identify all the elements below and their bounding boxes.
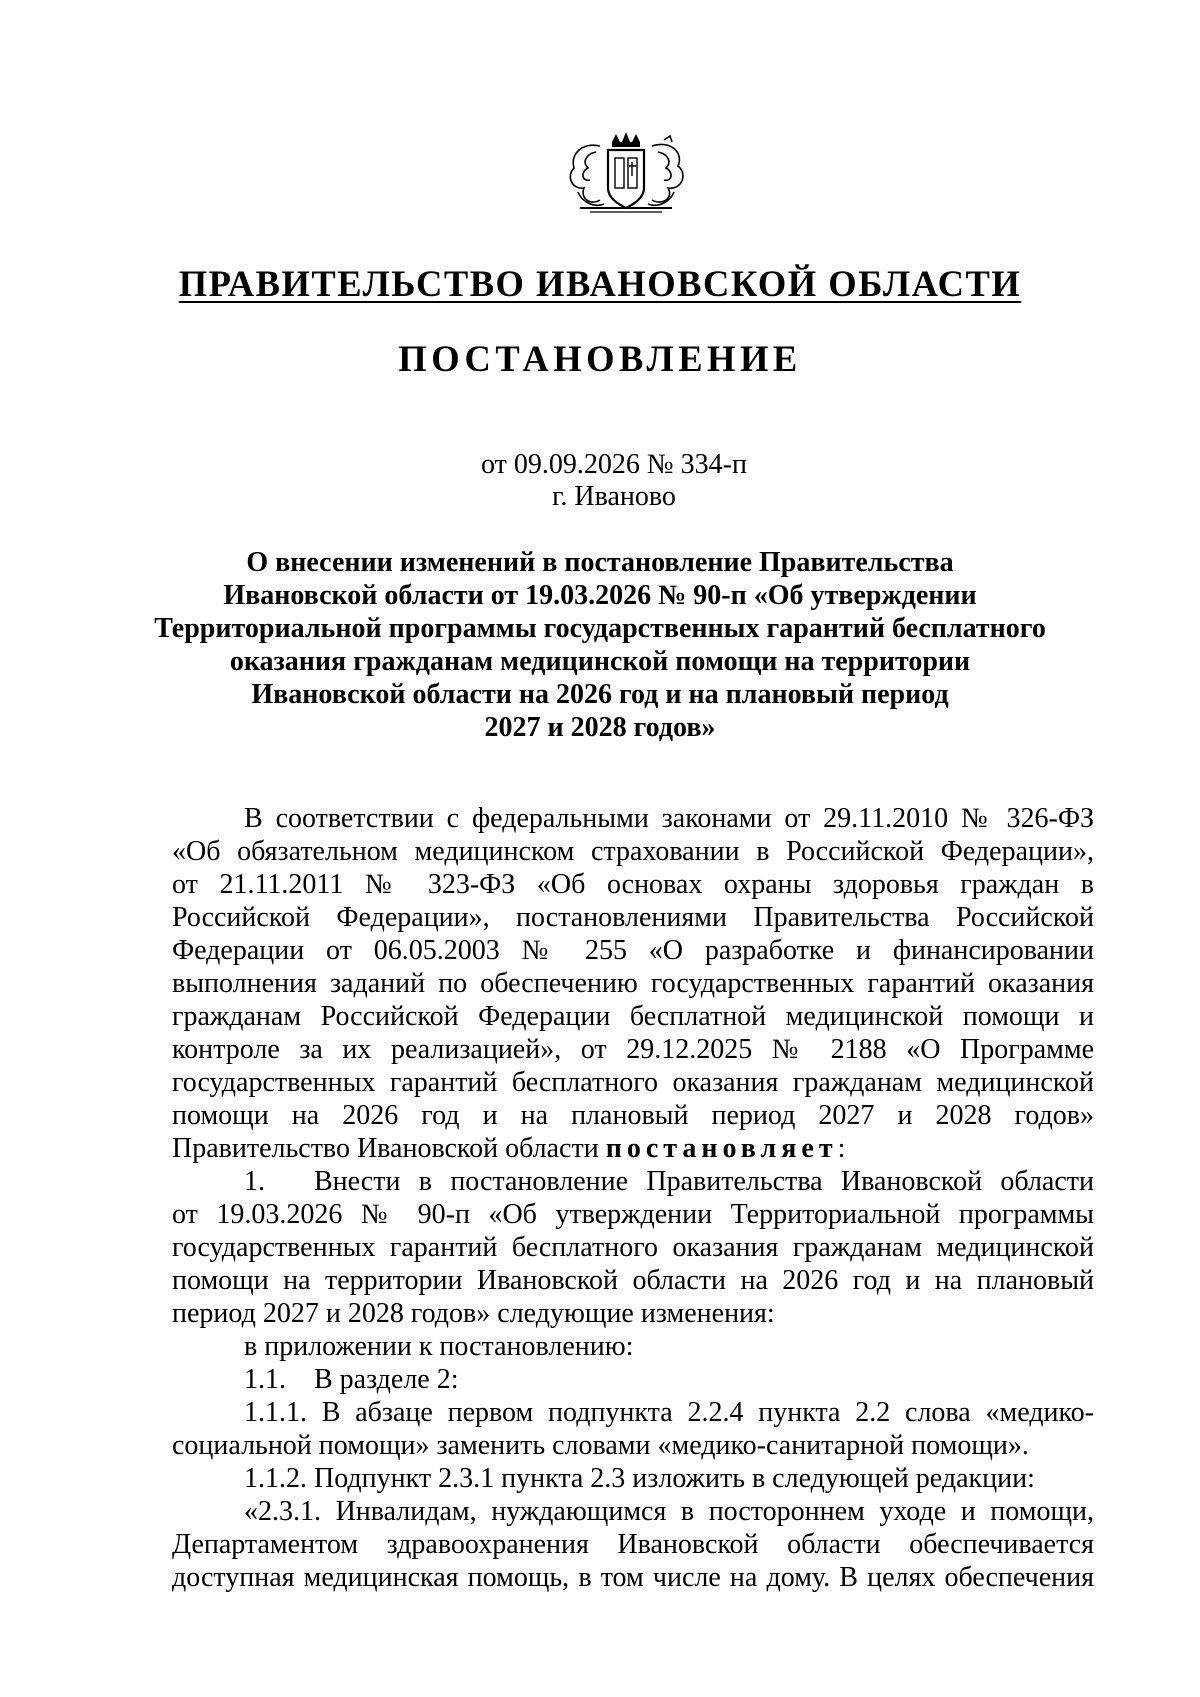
body-line: 1.1.1. В абзаце первом подпункта 2.2.4 пункта 2.2 слова «медико- xyxy=(244,1397,1094,1428)
heading-line: Ивановской области от 19.03.2026 № 90-п «Об утверждении xyxy=(223,580,977,611)
body-line xyxy=(172,1132,1094,1165)
closing-prefix: Правительство Ивановской области xyxy=(172,1133,606,1164)
body-line: помощи на территории Ивановской области на 2026 год и на плановый xyxy=(172,1265,1094,1296)
body-line: в приложении к постановлению: xyxy=(244,1331,634,1362)
city: г. Иваново xyxy=(552,481,676,512)
body-line: Департаментом здравоохранения Ивановской области обеспечивается xyxy=(172,1529,1094,1560)
coat-of-arms-emblem xyxy=(560,132,692,214)
body-line: от 21.11.2011 № 323-ФЗ «Об основах охраны здоровья граждан в xyxy=(172,869,1094,900)
item-text: В разделе 2: xyxy=(314,1364,459,1395)
body-line: «Об обязательном медицинском страховании в Российской Федерации», xyxy=(172,836,1094,867)
body-line: от 19.03.2026 № 90-п «Об утверждении Территориальной программы xyxy=(172,1199,1094,1230)
closing-suffix: : xyxy=(837,1133,846,1164)
heading-line: оказания гражданам медицинской помощи на территории xyxy=(229,646,971,677)
document-type: ПОСТАНОВЛЕНИЕ xyxy=(398,338,802,379)
document-body xyxy=(172,802,1094,1594)
item-text: Внести в постановление Правительства Ивановской области xyxy=(314,1166,1094,1197)
body-line xyxy=(172,1165,1094,1198)
body-line: 1.1.2. Подпункт 2.3.1 пункта 2.3 изложить в следующей редакции: xyxy=(244,1463,1035,1494)
body-line: выполнения заданий по обеспечению государственных гарантий оказания xyxy=(172,968,1094,999)
body-line: период 2027 и 2028 годов» следующие изменения: xyxy=(172,1298,775,1329)
body-line: государственных гарантий бесплатного оказания гражданам медицинской xyxy=(172,1067,1094,1098)
body-line: социальной помощи» заменить словами «медико-санитарной помощи». xyxy=(172,1430,1029,1461)
heading-line: Ивановской области на 2026 год и на плановый период xyxy=(251,679,949,710)
organization-title: ПРАВИТЕЛЬСТВО ИВАНОВСКОЙ ОБЛАСТИ xyxy=(178,263,1022,304)
item-number: 1.1. xyxy=(244,1364,286,1395)
decree-word: постановляет xyxy=(605,1133,838,1164)
body-line: доступная медицинская помощь, в том числе на дому. В целях обеспечения xyxy=(172,1562,1094,1593)
body-line: гражданам Российской Федерации бесплатной медицинской помощи и xyxy=(172,1001,1094,1032)
item-number: 1. xyxy=(244,1166,265,1197)
heading-line: 2027 и 2028 годов» xyxy=(484,712,716,743)
body-line: контроле за их реализацией», от 29.12.2025 № 2188 «О Программе xyxy=(172,1034,1094,1065)
body-line xyxy=(172,1363,1094,1396)
body-line: «2.3.1. Инвалидам, нуждающимся в постороннем уходе и помощи, xyxy=(244,1496,1094,1527)
body-line: В соответствии с федеральными законами от 29.11.2010 № 326-ФЗ xyxy=(244,803,1094,834)
document-heading xyxy=(140,546,1060,744)
heading-line: Территориальной программы государственных гарантий бесплатного xyxy=(154,613,1046,644)
body-line: Федерации от 06.05.2003 № 255 «О разработке и финансировании xyxy=(172,935,1094,966)
body-line: государственных гарантий бесплатного оказания гражданам медицинской xyxy=(172,1232,1094,1263)
body-line: помощи на 2026 год и на плановый период 2027 и 2028 годов» xyxy=(172,1100,1094,1131)
date-number: от 09.09.2026 № 334-п xyxy=(481,449,747,480)
body-line: Российской Федерации», постановлениями Правительства Российской xyxy=(172,902,1094,933)
heading-line: О внесении изменений в постановление Правительства xyxy=(246,547,954,578)
